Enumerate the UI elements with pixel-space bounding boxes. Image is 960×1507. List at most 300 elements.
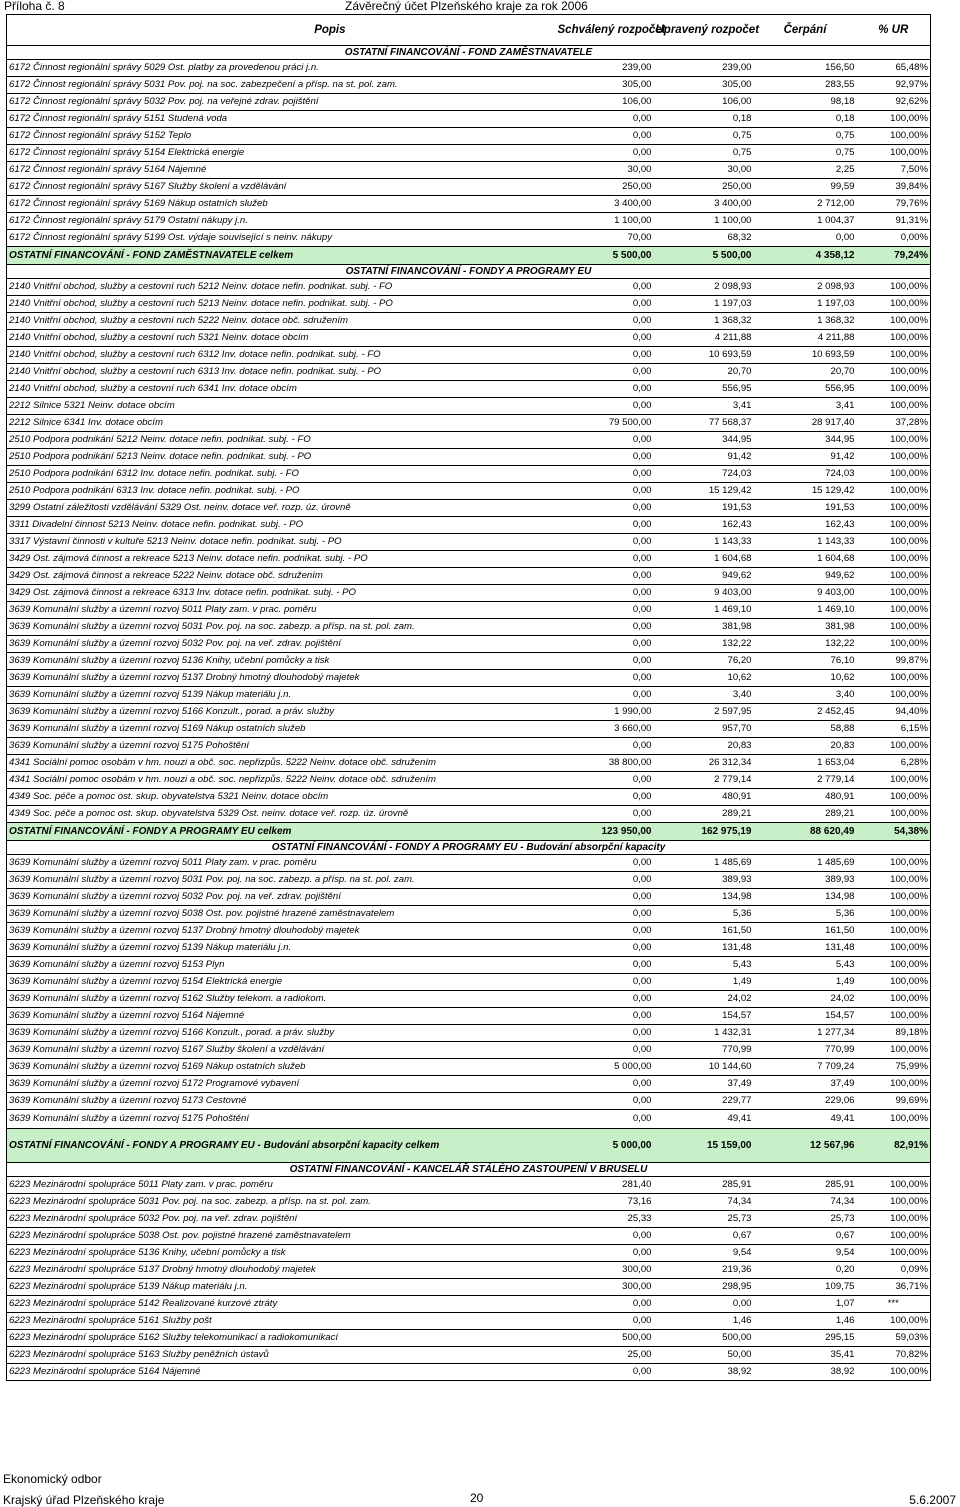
row-percent: 37,28% bbox=[857, 415, 931, 432]
row-spent: 295,15 bbox=[754, 1330, 857, 1347]
table-row bbox=[7, 330, 931, 347]
row-percent: 92,62% bbox=[857, 94, 931, 111]
table-row bbox=[7, 1347, 931, 1364]
total-label: OSTATNÍ FINANCOVÁNÍ - FONDY A PROGRAMY EU celkem bbox=[7, 823, 556, 841]
row-approved-budget: 0,00 bbox=[556, 1228, 654, 1245]
row-spent: 285,91 bbox=[754, 1177, 857, 1194]
row-approved-budget: 0,00 bbox=[556, 568, 654, 585]
row-description: 6172 Činnost regionální správy 5032 Pov. poj. na veřejné zdrav. pojištění bbox=[7, 94, 556, 111]
row-percent: 100,00% bbox=[857, 636, 931, 653]
table-row bbox=[7, 449, 931, 466]
row-description: 3639 Komunální služby a územní rozvoj 5164 Nájemné bbox=[7, 1008, 556, 1025]
row-approved-budget: 0,00 bbox=[556, 636, 654, 653]
table-row bbox=[7, 196, 931, 213]
section-header bbox=[7, 1163, 931, 1177]
row-description: 2140 Vnitřní obchod, služby a cestovní ruch 5213 Neinv. dotace nefin. podnikat. subj. - PO bbox=[7, 296, 556, 313]
row-spent: 162,43 bbox=[754, 517, 857, 534]
table-row bbox=[7, 500, 931, 517]
row-adjusted-budget: 2 098,93 bbox=[654, 279, 754, 296]
row-description: 3429 Ost. zájmová činnost a rekreace 5213 Neinv. dotace nefin. podnikat. subj. - PO bbox=[7, 551, 556, 568]
table-row bbox=[7, 636, 931, 653]
row-spent: 1 485,69 bbox=[754, 855, 857, 872]
row-spent: 1 197,03 bbox=[754, 296, 857, 313]
row-approved-budget: 0,00 bbox=[556, 551, 654, 568]
row-description: 3429 Ost. zájmová činnost a rekreace 6313 Inv. dotace nefin. podnikat. subj. - PO bbox=[7, 585, 556, 602]
row-description: 3639 Komunální služby a územní rozvoj 5173 Cestovné bbox=[7, 1093, 556, 1110]
row-approved-budget: 0,00 bbox=[556, 1110, 654, 1129]
page-number: 20 bbox=[470, 1491, 484, 1505]
table-row bbox=[7, 687, 931, 704]
section-header bbox=[7, 265, 931, 279]
table-row bbox=[7, 889, 931, 906]
row-adjusted-budget: 0,67 bbox=[654, 1228, 754, 1245]
row-spent: 9 403,00 bbox=[754, 585, 857, 602]
row-spent: 1,49 bbox=[754, 974, 857, 991]
row-approved-budget: 0,00 bbox=[556, 483, 654, 500]
total-adjusted-budget: 15 159,00 bbox=[654, 1129, 754, 1163]
row-adjusted-budget: 49,41 bbox=[654, 1110, 754, 1129]
table-row bbox=[7, 1110, 931, 1129]
row-adjusted-budget: 1 197,03 bbox=[654, 296, 754, 313]
table-row bbox=[7, 585, 931, 602]
row-approved-budget: 250,00 bbox=[556, 179, 654, 196]
row-approved-budget: 0,00 bbox=[556, 906, 654, 923]
table-row bbox=[7, 906, 931, 923]
row-spent: 5,43 bbox=[754, 957, 857, 974]
row-adjusted-budget: 0,75 bbox=[654, 128, 754, 145]
row-adjusted-budget: 191,53 bbox=[654, 500, 754, 517]
row-spent: 99,59 bbox=[754, 179, 857, 196]
row-spent: 35,41 bbox=[754, 1347, 857, 1364]
row-approved-budget: 5 000,00 bbox=[556, 1059, 654, 1076]
row-percent: 100,00% bbox=[857, 313, 931, 330]
row-description: 3639 Komunální služby a územní rozvoj 5172 Programové vybavení bbox=[7, 1076, 556, 1093]
row-percent: 6,15% bbox=[857, 721, 931, 738]
row-description: 6223 Mezinárodní spolupráce 5161 Služby pošt bbox=[7, 1313, 556, 1330]
row-description: 6172 Činnost regionální správy 5169 Nákup ostatních služeb bbox=[7, 196, 556, 213]
row-description: 3639 Komunální služby a územní rozvoj 5162 Služby telekom. a radiokom. bbox=[7, 991, 556, 1008]
table-row bbox=[7, 398, 931, 415]
annex-label: Příloha č. 8 bbox=[4, 0, 65, 13]
row-adjusted-budget: 4 211,88 bbox=[654, 330, 754, 347]
row-description: 3639 Komunální služby a územní rozvoj 5153 Plyn bbox=[7, 957, 556, 974]
row-description: 3639 Komunální služby a územní rozvoj 5031 Pov. poj. na soc. zabezp. a přísp. na st. pol. zam. bbox=[7, 619, 556, 636]
row-spent: 2 098,93 bbox=[754, 279, 857, 296]
row-percent: 100,00% bbox=[857, 1313, 931, 1330]
row-percent: 100,00% bbox=[857, 1177, 931, 1194]
table-row bbox=[7, 1025, 931, 1042]
row-spent: 381,98 bbox=[754, 619, 857, 636]
row-adjusted-budget: 289,21 bbox=[654, 806, 754, 823]
row-percent: 36,71% bbox=[857, 1279, 931, 1296]
row-adjusted-budget: 10 693,59 bbox=[654, 347, 754, 364]
table-row bbox=[7, 279, 931, 296]
total-spent: 88 620,49 bbox=[754, 823, 857, 841]
row-description: 2140 Vnitřní obchod, služby a cestovní ruch 5212 Neinv. dotace nefin. podnikat. subj. - FO bbox=[7, 279, 556, 296]
row-adjusted-budget: 162,43 bbox=[654, 517, 754, 534]
table-row bbox=[7, 347, 931, 364]
row-adjusted-budget: 770,99 bbox=[654, 1042, 754, 1059]
row-approved-budget: 0,00 bbox=[556, 687, 654, 704]
row-approved-budget: 0,00 bbox=[556, 957, 654, 974]
row-approved-budget: 500,00 bbox=[556, 1330, 654, 1347]
table-row bbox=[7, 296, 931, 313]
row-percent: 100,00% bbox=[857, 145, 931, 162]
table-row bbox=[7, 721, 931, 738]
table-row bbox=[7, 755, 931, 772]
row-description: 2212 Silnice 6341 Inv. dotace obcím bbox=[7, 415, 556, 432]
row-spent: 1 143,33 bbox=[754, 534, 857, 551]
page-header bbox=[0, 0, 960, 14]
row-spent: 724,03 bbox=[754, 466, 857, 483]
row-description: 6223 Mezinárodní spolupráce 5031 Pov. poj. na soc. zabezp. a přísp. na st. pol. zam. bbox=[7, 1194, 556, 1211]
row-percent: 100,00% bbox=[857, 855, 931, 872]
row-spent: 10 693,59 bbox=[754, 347, 857, 364]
row-approved-budget: 0,00 bbox=[556, 1245, 654, 1262]
row-description: 2140 Vnitřní obchod, služby a cestovní ruch 5222 Neinv. dotace obč. sdružením bbox=[7, 313, 556, 330]
row-adjusted-budget: 1 432,31 bbox=[654, 1025, 754, 1042]
row-adjusted-budget: 0,18 bbox=[654, 111, 754, 128]
column-header-cerpani: Čerpání bbox=[754, 15, 857, 46]
row-spent: 131,48 bbox=[754, 940, 857, 957]
row-adjusted-budget: 1 469,10 bbox=[654, 602, 754, 619]
row-approved-budget: 0,00 bbox=[556, 653, 654, 670]
row-approved-budget: 300,00 bbox=[556, 1262, 654, 1279]
total-spent: 12 567,96 bbox=[754, 1129, 857, 1163]
row-spent: 161,50 bbox=[754, 923, 857, 940]
row-percent: 100,00% bbox=[857, 381, 931, 398]
row-spent: 15 129,42 bbox=[754, 483, 857, 500]
row-spent: 1 004,37 bbox=[754, 213, 857, 230]
row-percent: 100,00% bbox=[857, 670, 931, 687]
table-row bbox=[7, 230, 931, 247]
row-adjusted-budget: 26 312,34 bbox=[654, 755, 754, 772]
row-approved-budget: 25,33 bbox=[556, 1211, 654, 1228]
row-adjusted-budget: 134,98 bbox=[654, 889, 754, 906]
row-adjusted-budget: 1,46 bbox=[654, 1313, 754, 1330]
row-approved-budget: 0,00 bbox=[556, 534, 654, 551]
row-adjusted-budget: 239,00 bbox=[654, 60, 754, 77]
row-percent: 0,00% bbox=[857, 230, 931, 247]
row-description: 6172 Činnost regionální správy 5031 Pov. poj. na soc. zabezpečení a přísp. na st. pol. zam. bbox=[7, 77, 556, 94]
row-description: 6223 Mezinárodní spolupráce 5142 Realizované kurzové ztráty bbox=[7, 1296, 556, 1313]
row-approved-budget: 0,00 bbox=[556, 1076, 654, 1093]
row-approved-budget: 0,00 bbox=[556, 500, 654, 517]
row-percent: 100,00% bbox=[857, 585, 931, 602]
row-description: 3639 Komunální služby a územní rozvoj 5166 Konzult., porad. a práv. služby bbox=[7, 704, 556, 721]
row-percent: 100,00% bbox=[857, 772, 931, 789]
row-percent: 100,00% bbox=[857, 398, 931, 415]
row-percent: 7,50% bbox=[857, 162, 931, 179]
total-approved-budget: 5 000,00 bbox=[556, 1129, 654, 1163]
row-percent: 100,00% bbox=[857, 347, 931, 364]
table-row bbox=[7, 1228, 931, 1245]
row-percent: 59,03% bbox=[857, 1330, 931, 1347]
table-row bbox=[7, 517, 931, 534]
section-title: OSTATNÍ FINANCOVÁNÍ - FOND ZAMĚSTNAVATELE bbox=[7, 46, 931, 60]
row-percent: 100,00% bbox=[857, 789, 931, 806]
table-row bbox=[7, 923, 931, 940]
row-approved-budget: 0,00 bbox=[556, 1093, 654, 1110]
row-percent: 100,00% bbox=[857, 974, 931, 991]
row-description: 2140 Vnitřní obchod, služby a cestovní ruch 5321 Neinv. dotace obcím bbox=[7, 330, 556, 347]
row-spent: 0,20 bbox=[754, 1262, 857, 1279]
row-description: 6172 Činnost regionální správy 5179 Ostatní nákupy j.n. bbox=[7, 213, 556, 230]
section-header bbox=[7, 46, 931, 60]
row-description: 6172 Činnost regionální správy 5164 Nájemné bbox=[7, 162, 556, 179]
table-row bbox=[7, 1194, 931, 1211]
table-row bbox=[7, 466, 931, 483]
row-spent: 289,21 bbox=[754, 806, 857, 823]
row-approved-budget: 0,00 bbox=[556, 1008, 654, 1025]
row-percent: 6,28% bbox=[857, 755, 931, 772]
row-adjusted-budget: 3,41 bbox=[654, 398, 754, 415]
table-row bbox=[7, 1042, 931, 1059]
table-row bbox=[7, 957, 931, 974]
row-description: 6223 Mezinárodní spolupráce 5137 Drobný hmotný dlouhodobý majetek bbox=[7, 1262, 556, 1279]
row-percent: 100,00% bbox=[857, 1228, 931, 1245]
row-percent: 94,40% bbox=[857, 704, 931, 721]
table-row bbox=[7, 1076, 931, 1093]
row-adjusted-budget: 0,00 bbox=[654, 1296, 754, 1313]
row-adjusted-budget: 305,00 bbox=[654, 77, 754, 94]
row-adjusted-budget: 76,20 bbox=[654, 653, 754, 670]
table-row bbox=[7, 1279, 931, 1296]
row-spent: 24,02 bbox=[754, 991, 857, 1008]
row-percent: 100,00% bbox=[857, 517, 931, 534]
row-approved-budget: 305,00 bbox=[556, 77, 654, 94]
table-row bbox=[7, 974, 931, 991]
row-adjusted-budget: 344,95 bbox=[654, 432, 754, 449]
row-approved-budget: 0,00 bbox=[556, 772, 654, 789]
row-description: 3639 Komunální služby a územní rozvoj 5137 Drobný hmotný dlouhodobý majetek bbox=[7, 670, 556, 687]
row-adjusted-budget: 91,42 bbox=[654, 449, 754, 466]
row-adjusted-budget: 30,00 bbox=[654, 162, 754, 179]
table-header bbox=[7, 15, 931, 46]
row-spent: 134,98 bbox=[754, 889, 857, 906]
table-row bbox=[7, 619, 931, 636]
row-spent: 1 368,32 bbox=[754, 313, 857, 330]
row-description: 6172 Činnost regionální správy 5152 Teplo bbox=[7, 128, 556, 145]
row-approved-budget: 79 500,00 bbox=[556, 415, 654, 432]
row-approved-budget: 70,00 bbox=[556, 230, 654, 247]
row-approved-budget: 0,00 bbox=[556, 432, 654, 449]
row-spent: 1 277,34 bbox=[754, 1025, 857, 1042]
row-approved-budget: 0,00 bbox=[556, 940, 654, 957]
row-spent: 1,07 bbox=[754, 1296, 857, 1313]
row-spent: 949,62 bbox=[754, 568, 857, 585]
row-spent: 1 469,10 bbox=[754, 602, 857, 619]
row-spent: 91,42 bbox=[754, 449, 857, 466]
row-percent: 100,00% bbox=[857, 940, 931, 957]
row-percent: 100,00% bbox=[857, 432, 931, 449]
row-spent: 0,00 bbox=[754, 230, 857, 247]
row-spent: 9,54 bbox=[754, 1245, 857, 1262]
row-description: 3311 Divadelní činnost 5213 Neinv. dotace nefin. podnikat. subj. - PO bbox=[7, 517, 556, 534]
row-approved-budget: 0,00 bbox=[556, 738, 654, 755]
row-approved-budget: 0,00 bbox=[556, 855, 654, 872]
row-percent: 100,00% bbox=[857, 568, 931, 585]
row-spent: 770,99 bbox=[754, 1042, 857, 1059]
row-description: 2212 Silnice 5321 Neinv. dotace obcím bbox=[7, 398, 556, 415]
row-percent: 100,00% bbox=[857, 1110, 931, 1129]
row-approved-budget: 0,00 bbox=[556, 381, 654, 398]
row-approved-budget: 0,00 bbox=[556, 585, 654, 602]
row-approved-budget: 0,00 bbox=[556, 1042, 654, 1059]
row-spent: 0,75 bbox=[754, 145, 857, 162]
row-spent: 5,36 bbox=[754, 906, 857, 923]
row-percent: 75,99% bbox=[857, 1059, 931, 1076]
row-percent: 100,00% bbox=[857, 551, 931, 568]
row-description: 3639 Komunální služby a územní rozvoj 5139 Nákup materiálu j.n. bbox=[7, 687, 556, 704]
row-description: 6172 Činnost regionální správy 5151 Studená voda bbox=[7, 111, 556, 128]
row-spent: 3,40 bbox=[754, 687, 857, 704]
document-title: Závěrečný účet Plzeňského kraje za rok 2006 bbox=[345, 0, 588, 13]
row-description: 4349 Soc. péče a pomoc ost. skup. obyvatelstva 5321 Neinv. dotace obcím bbox=[7, 789, 556, 806]
row-adjusted-budget: 229,77 bbox=[654, 1093, 754, 1110]
row-description: 6223 Mezinárodní spolupráce 5032 Pov. poj. na veř. zdrav. pojištění bbox=[7, 1211, 556, 1228]
column-header-pct: % UR bbox=[857, 15, 931, 46]
table-row bbox=[7, 1059, 931, 1076]
row-adjusted-budget: 37,49 bbox=[654, 1076, 754, 1093]
row-approved-budget: 0,00 bbox=[556, 1313, 654, 1330]
row-percent: 100,00% bbox=[857, 872, 931, 889]
row-adjusted-budget: 3,40 bbox=[654, 687, 754, 704]
row-spent: 0,18 bbox=[754, 111, 857, 128]
row-percent: 100,00% bbox=[857, 738, 931, 755]
total-percent: 82,91% bbox=[857, 1129, 931, 1163]
row-description: 3639 Komunální služby a územní rozvoj 5139 Nákup materiálu j.n. bbox=[7, 940, 556, 957]
row-adjusted-budget: 20,83 bbox=[654, 738, 754, 755]
row-description: 3639 Komunální služby a územní rozvoj 5167 Služby školení a vzdělávání bbox=[7, 1042, 556, 1059]
table-row bbox=[7, 162, 931, 179]
table-row bbox=[7, 60, 931, 77]
total-label: OSTATNÍ FINANCOVÁNÍ - FONDY A PROGRAMY EU - Budování absorpční kapacity celkem bbox=[7, 1129, 556, 1163]
row-adjusted-budget: 3 400,00 bbox=[654, 196, 754, 213]
row-percent: 100,00% bbox=[857, 296, 931, 313]
row-spent: 58,88 bbox=[754, 721, 857, 738]
row-percent: 100,00% bbox=[857, 1076, 931, 1093]
row-adjusted-budget: 285,91 bbox=[654, 1177, 754, 1194]
row-description: 6223 Mezinárodní spolupráce 5164 Nájemné bbox=[7, 1364, 556, 1381]
row-adjusted-budget: 106,00 bbox=[654, 94, 754, 111]
row-approved-budget: 0,00 bbox=[556, 872, 654, 889]
row-spent: 2 712,00 bbox=[754, 196, 857, 213]
row-percent: 100,00% bbox=[857, 923, 931, 940]
row-adjusted-budget: 50,00 bbox=[654, 1347, 754, 1364]
row-approved-budget: 0,00 bbox=[556, 279, 654, 296]
row-approved-budget: 0,00 bbox=[556, 364, 654, 381]
row-description: 3299 Ostatní záležitosti vzdělávání 5329 Ost. neinv. dotace veř. rozp. úz. úrovně bbox=[7, 500, 556, 517]
row-approved-budget: 0,00 bbox=[556, 806, 654, 823]
row-spent: 76,10 bbox=[754, 653, 857, 670]
section-header bbox=[7, 841, 931, 855]
row-adjusted-budget: 724,03 bbox=[654, 466, 754, 483]
row-description: 4341 Sociální pomoc osobám v hm. nouzi a obč. soc. nepřizpůs. 5222 Neinv. dotace obč. sdružením bbox=[7, 755, 556, 772]
table-row bbox=[7, 534, 931, 551]
table-row bbox=[7, 653, 931, 670]
row-percent: 100,00% bbox=[857, 806, 931, 823]
table-row bbox=[7, 1364, 931, 1381]
row-approved-budget: 239,00 bbox=[556, 60, 654, 77]
row-approved-budget: 0,00 bbox=[556, 517, 654, 534]
total-adjusted-budget: 5 500,00 bbox=[654, 247, 754, 265]
row-approved-budget: 300,00 bbox=[556, 1279, 654, 1296]
table-row bbox=[7, 670, 931, 687]
row-description: 3639 Komunální služby a územní rozvoj 5011 Platy zam. v prac. poměru bbox=[7, 602, 556, 619]
total-spent: 4 358,12 bbox=[754, 247, 857, 265]
row-adjusted-budget: 15 129,42 bbox=[654, 483, 754, 500]
row-approved-budget: 30,00 bbox=[556, 162, 654, 179]
row-description: 6223 Mezinárodní spolupráce 5163 Služby peněžních ústavů bbox=[7, 1347, 556, 1364]
table-row bbox=[7, 381, 931, 398]
row-percent: 39,84% bbox=[857, 179, 931, 196]
row-approved-budget: 0,00 bbox=[556, 923, 654, 940]
table-row bbox=[7, 128, 931, 145]
row-adjusted-budget: 1 604,68 bbox=[654, 551, 754, 568]
row-description: 2510 Podpora podnikání 6313 Inv. dotace nefin. podnikat. subj. - PO bbox=[7, 483, 556, 500]
row-adjusted-budget: 131,48 bbox=[654, 940, 754, 957]
row-percent: 100,00% bbox=[857, 1364, 931, 1381]
row-description: 2140 Vnitřní obchod, služby a cestovní ruch 6341 Inv. dotace obcím bbox=[7, 381, 556, 398]
row-adjusted-budget: 5,43 bbox=[654, 957, 754, 974]
row-adjusted-budget: 10,62 bbox=[654, 670, 754, 687]
table-row bbox=[7, 1211, 931, 1228]
row-spent: 7 709,24 bbox=[754, 1059, 857, 1076]
row-description: 6223 Mezinárodní spolupráce 5038 Ost. pov. pojistné hrazené zaměstnavatelem bbox=[7, 1228, 556, 1245]
section-title: OSTATNÍ FINANCOVÁNÍ - FONDY A PROGRAMY EU bbox=[7, 265, 931, 279]
row-description: 4341 Sociální pomoc osobám v hm. nouzi a obč. soc. nepřizpůs. 5222 Neinv. dotace obč. sdružením bbox=[7, 772, 556, 789]
row-approved-budget: 0,00 bbox=[556, 1364, 654, 1381]
row-percent: 91,31% bbox=[857, 213, 931, 230]
section-total-row bbox=[7, 1129, 931, 1163]
row-approved-budget: 0,00 bbox=[556, 111, 654, 128]
row-percent: 99,87% bbox=[857, 653, 931, 670]
table-row bbox=[7, 145, 931, 162]
row-description: 2140 Vnitřní obchod, služby a cestovní ruch 6313 Inv. dotace nefin. podnikat. subj. - PO bbox=[7, 364, 556, 381]
row-description: 3639 Komunální služby a územní rozvoj 5175 Pohoštění bbox=[7, 1110, 556, 1129]
row-approved-budget: 0,00 bbox=[556, 145, 654, 162]
row-approved-budget: 0,00 bbox=[556, 670, 654, 687]
row-percent: 100,00% bbox=[857, 687, 931, 704]
table-row bbox=[7, 415, 931, 432]
row-percent: 100,00% bbox=[857, 128, 931, 145]
footer-office: Krajský úřad Plzeňského kraje bbox=[3, 1493, 165, 1507]
row-description: 3639 Komunální služby a územní rozvoj 5166 Konzult., porad. a práv. služby bbox=[7, 1025, 556, 1042]
row-percent: 70,82% bbox=[857, 1347, 931, 1364]
row-description: 2510 Podpora podnikání 5212 Neinv. dotace nefin. podnikat. subj. - FO bbox=[7, 432, 556, 449]
section-title: OSTATNÍ FINANCOVÁNÍ - KANCELÁŘ STÁLÉHO ZASTOUPENÍ V BRUSELU bbox=[7, 1163, 931, 1177]
row-spent: 283,55 bbox=[754, 77, 857, 94]
total-approved-budget: 5 500,00 bbox=[556, 247, 654, 265]
row-adjusted-budget: 9 403,00 bbox=[654, 585, 754, 602]
row-approved-budget: 0,00 bbox=[556, 619, 654, 636]
row-spent: 132,22 bbox=[754, 636, 857, 653]
row-approved-budget: 0,00 bbox=[556, 602, 654, 619]
total-approved-budget: 123 950,00 bbox=[556, 823, 654, 841]
row-percent: 100,00% bbox=[857, 449, 931, 466]
row-adjusted-budget: 1,49 bbox=[654, 974, 754, 991]
row-spent: 229,06 bbox=[754, 1093, 857, 1110]
footer-department: Ekonomický odbor bbox=[3, 1472, 102, 1486]
row-spent: 191,53 bbox=[754, 500, 857, 517]
table-row bbox=[7, 94, 931, 111]
row-adjusted-budget: 381,98 bbox=[654, 619, 754, 636]
column-header-popis: Popis bbox=[7, 15, 556, 46]
row-percent: 65,48% bbox=[857, 60, 931, 77]
row-adjusted-budget: 957,70 bbox=[654, 721, 754, 738]
row-approved-budget: 0,00 bbox=[556, 398, 654, 415]
